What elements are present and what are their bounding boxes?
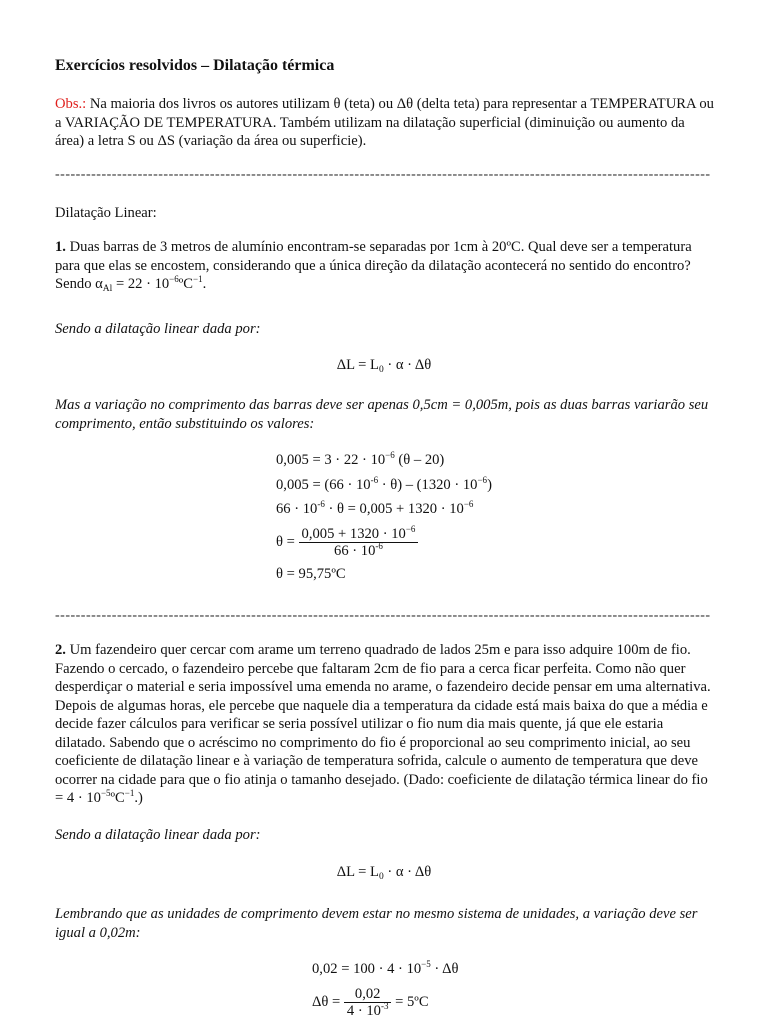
exercise-1-statement: 1. Duas barras de 3 metros de alumínio encontram-se separadas por 1cm à 20ºC. Qual deve ser a temperatura para que elas se encostem, considerando que a única direção da dilatação acontecerá no sentido do encontro? Sendo $\alpha_{Al} = 22$ · $10^{-6}ºC^{-1}$. (55, 239, 692, 294)
equation-line: θ = $\frac{0,005 + 1320 \cdot 10^{-6}}{66 \cdot 10^{-6}}$ (276, 522, 492, 562)
exercise-2-formula: $\Delta L = L_0 \cdot \alpha \cdot \Delta\theta$ (336, 864, 432, 882)
alpha-symbol: α (95, 276, 103, 292)
exercise-1-formula: $\Delta L = L_0 \cdot \alpha \cdot \Delta\theta$ (336, 357, 432, 375)
exercise-1-number: 1. (55, 239, 66, 255)
exercise-1-equations (276, 448, 492, 586)
exercise-2-statement: 2. Um fazendeiro quer cercar com arame um terreno quadrado de lados 25m e para isso adquire 100m de fio. Fazendo o cercado, o fazendeiro percebe que faltaram 2cm de fio para a cerca ficar perfeita. Como não quer desperdiçar o material e seria impossível uma emenda no arame, o fazendeiro decide pensar em uma alternativa. Depois de algumas horas, ele percebe que naquele dia a temperatura da cidade está mais baixa do que a média e decide fazer cálculos para verificar se seria possível utilizar o fio num dia mais quente, já que ele estaria dilatado. Sabendo que o acréscimo no comprimento do fio é proporcional ao seu comprimento inicial, ao seu coeficiente de dilatação linear e à variação de temperatura sofrida, calcule o aumento de temperatura que deve ocorrer na cidade para que o fio atinja o tamanho desejado. (Dado: coeficiente de dilatação térmica linear do fio = $4 \cdot 10^{-5}ºC^{-1}$.) (55, 642, 711, 806)
separator-line: ------------------------------------------------------------------------------------------------------------------------------- (55, 167, 711, 182)
exercise-2-intro: Sendo a dilatação linear dada por: (55, 827, 261, 843)
exercise-1-intro: Sendo a dilatação linear dada por: (55, 321, 261, 337)
obs-text: Na maioria dos livros os autores utilizam θ (teta) ou Δθ (delta teta) para representar a TEMPERATURA ou a VARIAÇÃO DE TEMPERATURA. Também utilizam na dilatação superficial (diminuição ou aumento da área) a letra S ou ΔS (variação da área ou superficie). (55, 96, 714, 149)
exercise-2-number: 2. (55, 642, 66, 658)
obs-label: Obs.: (55, 96, 87, 112)
exercise-1-explanation: Mas a variação no comprimento das barras deve ser apenas 0,5cm = 0,005m, pois as duas barras variarão seu comprimento, então substituindo os valores: (55, 397, 709, 432)
document-title: Exercícios resolvidos – Dilatação térmica (55, 57, 335, 74)
equation-line: Δθ = $\frac{0,02}{4 \cdot 10^{-3}}$ = 5ºC (312, 985, 429, 1019)
equation-line: $0,02 = 100 \cdot 4 \cdot 10^{-5} \cdot \Delta\theta$ (312, 959, 459, 977)
fraction: $\frac{0,005 + 1320 \cdot 10^{-6}}{66 \cdot 10^{-6}}$ (299, 526, 419, 559)
separator-line: ------------------------------------------------------------------------------------------------------------------------------- (55, 608, 711, 623)
equation-line: $66 \cdot 10^{-6} \cdot \theta = 0,005 + 1320 \cdot 10^{-6}$ (276, 499, 474, 517)
exercise-2-explanation: Lembrando que as unidades de comprimento devem estar no mesmo sistema de unidades, a variação deve ser igual a 0,02m: (55, 906, 698, 941)
equation-line: $0,005 = (66 \cdot 10^{-6} \cdot \theta) - (1320 \cdot 10^{-6})$ (276, 474, 492, 493)
equation-line: $0,005 = 3 \cdot 22 \cdot 10^{-6}$ (θ – 20) (276, 450, 445, 468)
fraction: $\frac{0,02}{4 \cdot 10^{-3}}$ (344, 986, 392, 1019)
obs-paragraph (55, 95, 715, 151)
exercise-2-equations (312, 957, 458, 1022)
equation-line: θ = 95,75ºC (276, 565, 346, 582)
section-heading: Dilatação Linear: (55, 205, 157, 221)
